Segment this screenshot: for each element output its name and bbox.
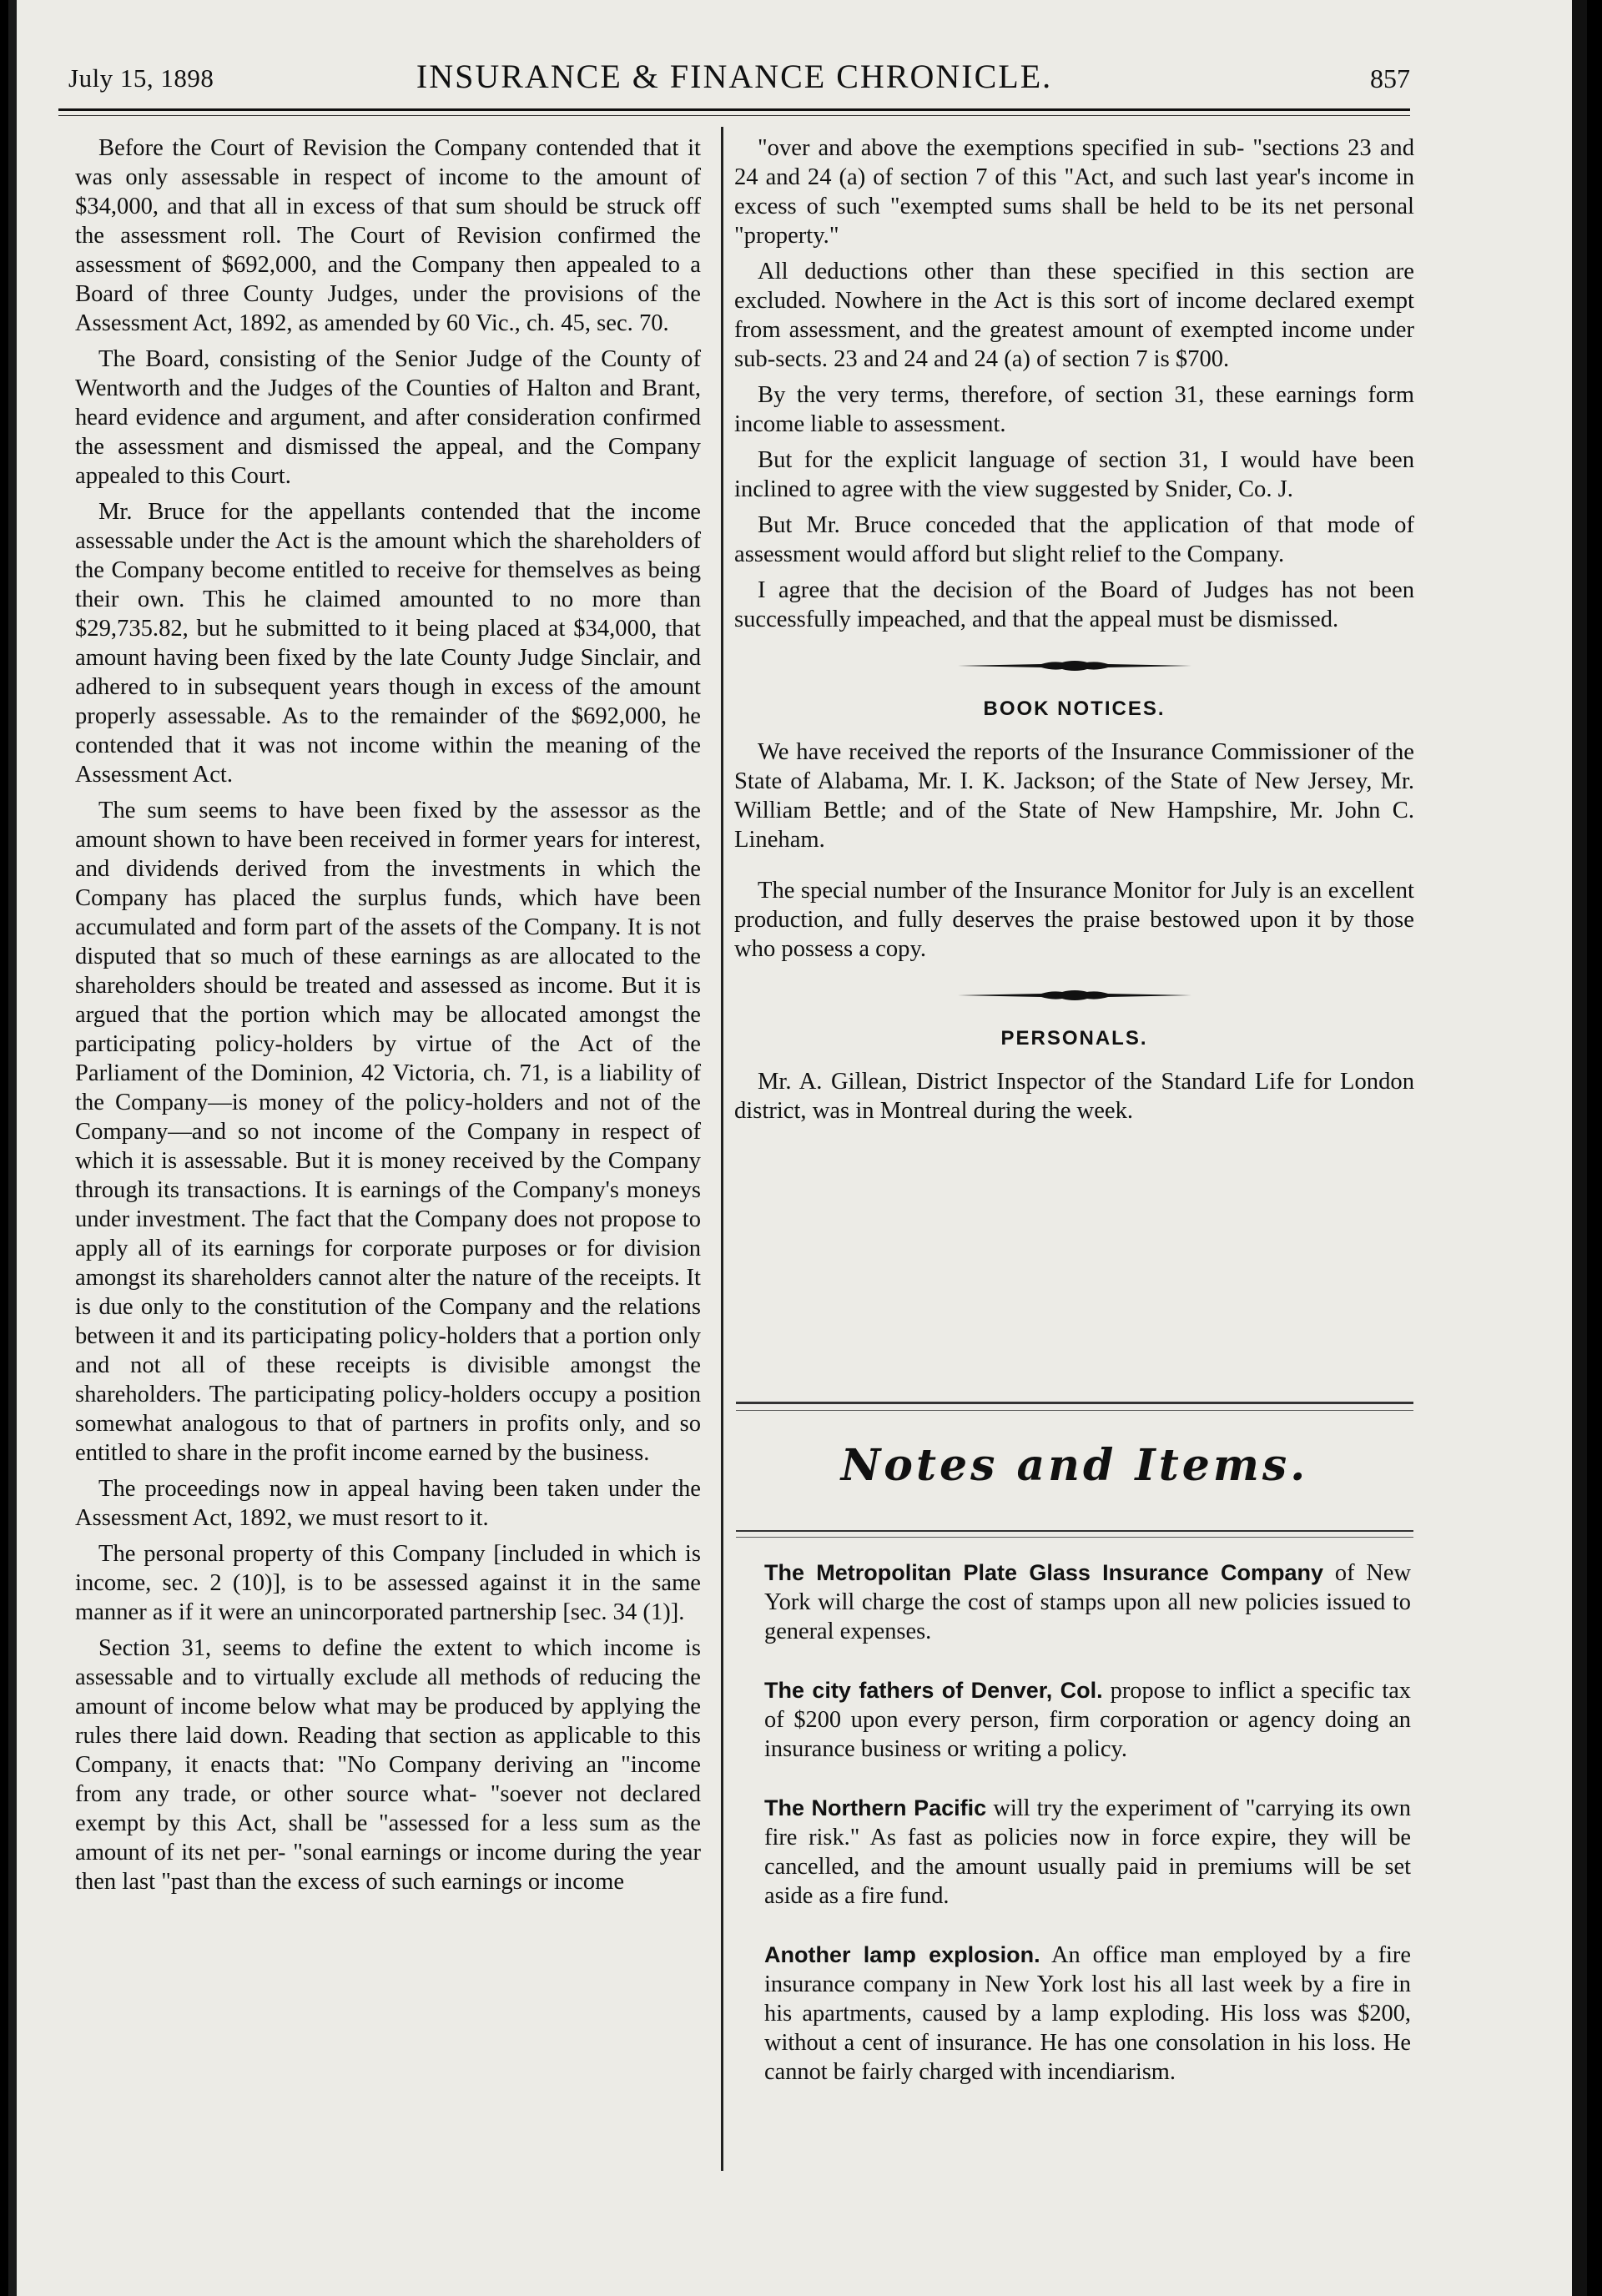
section-rule [736,1530,1413,1532]
page-edge-left [8,0,17,2296]
section-rule-thin [736,1537,1413,1538]
issue-date: July 15, 1898 [68,63,214,93]
personals-heading: PERSONALS. [1000,1027,1148,1050]
note-lead: The Metropolitan Plate Glass Insurance Company [764,1560,1323,1585]
running-header [58,57,1410,107]
right-column [734,133,1414,1132]
note-body: An office man employed by a fire insurance company in New York lost his all last week by a fire in his apartments, caused by a lamp exploding. His loss was $200, without a cent of insurance. He has one consolation in his loss. He cannot be fairly charged with incendiarism. [764,1942,1411,2085]
note-item [764,1794,1411,1911]
paragraph: I agree that the decision of the Board of Judges has not been successfully impeached, and that the appeal must be dismissed. [734,577,1414,632]
note-item [764,1676,1411,1764]
paragraph: Mr. A. Gillean, District Inspector of the Standard Life for London district, was in Montreal during the week. [734,1069,1414,1124]
paragraph: The proceedings now in appeal having been taken under the Assessment Act, 1892, we must resort to it. [75,1476,701,1531]
section-rule-thin [736,1410,1413,1411]
paragraph: Mr. Bruce for the appellants contended that the income assessable under the Act is the amount which the shareholders of the Company become entitled to receive for themselves as being their own. This he claimed amounted to no more than $29,735.82, but he submitted to it being placed at $34,000, that amount having been fixed by the late County Judge Sinclair, and adhered to in subsequent years though in excess of the amount properly assessable. As to the remainder of the $692,000, he contended that it was not income within the meaning of the Assessment Act. [75,499,701,788]
paragraph: The sum seems to have been fixed by the assessor as the amount shown to have been received in former years for interest, and dividends derived from the investments in which the Company has placed the surplus funds, which have been accumulated and form part of the assets of the Company. It is not disputed that so much of these earnings as are allocated to the shareholders should be treated and assessed as income. But it is argued that the portion which may be allocated amongst the participating policy-holders by virtue of the Act of the Parliament of the Dominion, 42 Victoria, ch. 71, is a liability of the Company—is money of the policy-holders and not of the Company—and so not income of the Company in respect of which it is assessable. But it is money received by the Company through its transactions. It is earnings of the Company's moneys under investment. The fact that the Company does not propose to apply all of its earnings for corporate purposes or for division amongst its shareholders cannot alter the nature of the receipts. It is due only to the constitution of the Company and the relations between it and its participating policy-holders that a portion only and not all of these receipts is divisible amongst the shareholders. The participating policy-holders occupy a position somewhat analogous to that of partners in profits only, and so entitled to share in the profit income earned by the business. [75,798,701,1466]
publication-title: INSURANCE & FINANCE CHRONICLE. [416,58,1053,95]
header-rule-thin [58,115,1410,116]
note-lead: The Northern Pacific [764,1795,987,1820]
note-body: will try the experiment of "carrying its own fire risk." As fast as policies now in force expire, they will be cancelled, and the amount usually paid in premiums will be set aside as a fire fund. [764,1795,1411,1909]
paragraph: The special number of the Insurance Monitor for July is an excellent production, and fully deserves the praise bestowed upon it by those who possess a copy. [734,878,1414,962]
paragraph: Section 31, seems to define the extent to which income is assessable and to virtually exclude all methods of reducing the amount of income below what may be produced by applying the rules there laid down. Reading that section as applicable to this Company, it enacts that: "No Company deriving an "income from any trade, or other source what- "soever not declared exempt by this Act, shall be "assessed for a less sum as the amount of its net per- "sonal earnings or income during the year then last "past than the excess of such earnings or income [75,1635,701,1895]
paragraph: Before the Court of Revision the Company contended that it was only assessable in respect of income to the amount of $34,000, and that all in excess of that sum should be struck off the assessment roll. The Court of Revision confirmed the assessment of $692,000, and the Company then appealed to a Board of three County Judges, under the provisions of the Assessment Act, 1892, as amended by 60 Vic., ch. 45, sec. 70. [75,135,701,336]
notes-list [764,1558,1411,2117]
ornament-divider-icon [958,657,1191,674]
note-body: propose to inflict a specific tax of $200 upon every person, firm corporation or agency doing an insurance business or writing a policy. [764,1678,1411,1762]
paragraph: All deductions other than these specified in this section are excluded. Nowhere in the Act is this sort of income declared exempt from assessment, and the greatest amount of exempted income under sub-sects. 23 and 24 and 24 (a) of section 7 is $700. [734,259,1414,372]
paragraph: By the very terms, therefore, of section 31, these earnings form income liable to assessment. [734,382,1414,437]
header-rule [58,108,1410,111]
page-edge-right [1572,0,1587,2296]
page-number: 857 [1370,63,1410,93]
paragraph: But for the explicit language of section 31, I would have been inclined to agree with the view suggested by Snider, Co. J. [734,447,1414,502]
paragraph: But Mr. Bruce conceded that the application of that mode of assessment would afford but slight relief to the Company. [734,512,1414,567]
column-divider [721,127,723,2171]
notes-and-items-heading: Notes and Items. [840,1440,1309,1491]
paragraph: The Board, consisting of the Senior Judge of the County of Wentworth and the Judges of the Counties of Halton and Brant, heard evidence and argument, and after consideration confirmed the assessment and dismissed the appeal, and the Company appealed to this Court. [75,346,701,489]
note-body: of New York will charge the cost of stamps upon all new policies issued to general expenses. [764,1560,1411,1644]
newspaper-page [8,0,1587,2296]
book-notices-heading: BOOK NOTICES. [983,697,1166,720]
left-column [75,133,701,1903]
note-lead: Another lamp explosion. [764,1942,1040,1967]
paragraph: We have received the reports of the Insurance Commissioner of the State of Alabama, Mr. I. K. Jackson; of the State of New Jersey, Mr. William Bettle; and of the State of New Hampshire, Mr. John C. Lineham. [734,739,1414,853]
section-rule [736,1402,1413,1404]
note-item [764,1941,1411,2087]
note-lead: The city fathers of Denver, Col. [764,1678,1103,1703]
paragraph: "over and above the exemptions specified in sub- "sections 23 and 24 and 24 (a) of section 7 of this "Act, and such last year's income in excess of such "exempted sums shall be held to be its net personal "property." [734,135,1414,249]
paragraph: The personal property of this Company [included in which is income, sec. 2 (10)], is to be assessed against it in the same manner as if it were an unincorporated partnership [sec. 34 (1)]. [75,1541,701,1625]
note-item [764,1558,1411,1646]
ornament-divider-icon [958,987,1191,1004]
